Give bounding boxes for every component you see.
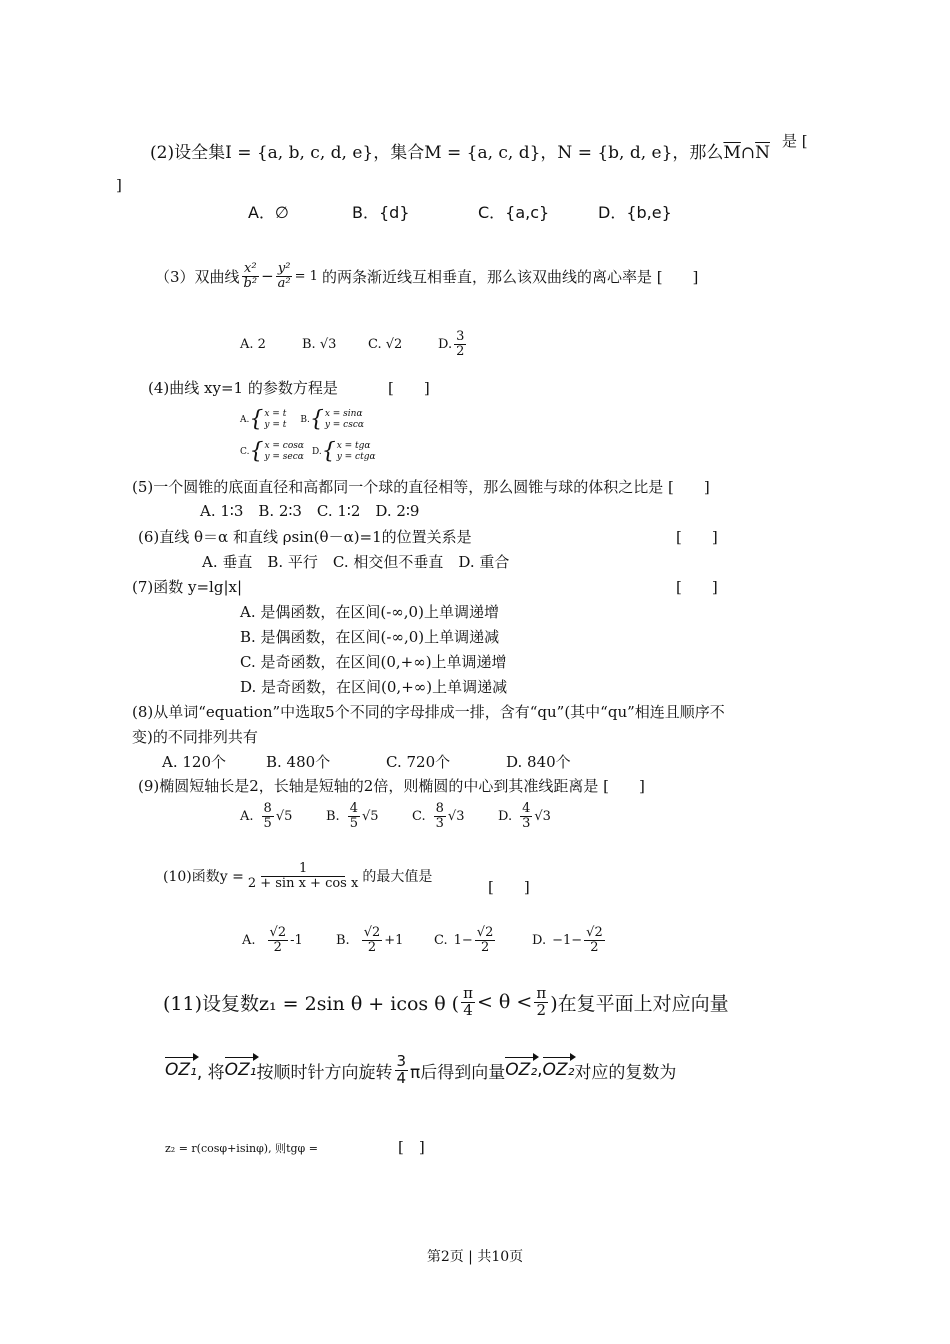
q11-line2-c: π后得到向量	[410, 1062, 506, 1083]
q5-options: A. 1∶3 B. 2∶3 C. 1∶2 D. 2∶9	[200, 502, 420, 520]
q10-option-b	[336, 926, 434, 954]
q11-frac-pi4	[461, 986, 475, 1019]
q10-stem	[163, 862, 432, 890]
q3-frac-y-den: a²	[277, 275, 291, 291]
q10-frac-den: 2 + sin x + cos x	[247, 875, 359, 891]
q8-stem-line1: (8)从单词“equation”中选取5个不同的字母排成一排，含有“qu”(其中“qu”相连且顺序不	[132, 703, 725, 721]
q11-vector-oz1-b: OZ₁	[224, 1060, 257, 1081]
q9-option-b	[326, 802, 412, 830]
q9-options	[240, 802, 551, 830]
q8-stem-line2: 变)的不同排列共有	[132, 728, 258, 746]
q3-frac-y	[276, 262, 293, 290]
q11-frac-3-4	[395, 1054, 409, 1087]
q2-bracket-close: ]	[116, 176, 122, 194]
q8-option-d: D. 840个	[506, 753, 571, 771]
q10-frac	[246, 862, 361, 890]
q3-eq: = 1	[294, 268, 318, 284]
q11-line2-a: , 将	[196, 1062, 225, 1083]
q4-b-row2: y = cscα	[324, 420, 364, 430]
q10-d-num: √2	[586, 925, 603, 940]
q11-line2	[165, 1054, 676, 1087]
q2-set-n: $\overline{N}$	[755, 143, 770, 163]
q2-stem	[150, 138, 770, 163]
q11-pi4-num: π	[463, 984, 473, 1002]
q2-text: (2)设全集I = {a, b, c, d, e}，集合M = {a, c, d}，N = {b, d, e}，那么	[150, 143, 724, 163]
q9-b-num: 4	[349, 801, 358, 816]
q9-option-d-label: D.	[498, 808, 513, 824]
q10-a-den: 2	[273, 939, 282, 955]
q9-d-num: 4	[522, 801, 531, 816]
q3-option-b: B. √3	[302, 336, 337, 352]
q4-d-row2: y = ctgα	[336, 452, 376, 462]
q7-option-d: D. 是奇函数，在区间(0,+∞)上单调递减	[240, 678, 508, 696]
q2-tail: 是 [	[782, 132, 808, 150]
q2-option-a: A．∅	[248, 203, 289, 222]
q4-a-row1: x = t	[264, 409, 287, 420]
q9-option-d-frac	[520, 802, 532, 830]
q10-c-den: 2	[480, 939, 490, 955]
q10-option-c	[434, 926, 532, 954]
q4-option-d-system: { x = tgα y = ctgα	[321, 439, 376, 464]
q9-d-den: 3	[522, 815, 531, 831]
q3-frac-x	[242, 262, 260, 290]
q10-option-c-frac	[475, 926, 496, 954]
q4-option-d-label: D.	[311, 447, 322, 457]
q4-b-row1: x = sinα	[324, 409, 363, 420]
q11-line2-d: ,	[537, 1060, 543, 1081]
q3-option-d-frac	[454, 330, 466, 358]
q9-c-rad: √3	[447, 808, 465, 824]
q3-option-c: C. √2	[368, 336, 403, 352]
q9-a-den: 5	[263, 815, 272, 831]
q7-stem: (7)函数 y=lg|x|	[132, 578, 243, 596]
q3-option-d-num: 3	[456, 329, 465, 344]
q10-option-a-label: A.	[242, 932, 256, 948]
q11-vector-oz2-b: OZ₂	[542, 1060, 575, 1081]
q6-stem: (6)直线 θ＝α 和直线 ρsin(θ－α)=1的位置关系是	[138, 528, 472, 546]
q9-option-a	[240, 802, 326, 830]
q10-option-d-frac	[584, 926, 605, 954]
q9-d-rad: √3	[534, 808, 551, 824]
q3-frac-x-num: x²	[244, 261, 257, 276]
q2-options	[248, 200, 672, 223]
q3-frac-y-num: y²	[277, 261, 291, 276]
q9-option-c	[412, 802, 498, 830]
q11-line2-e: 对应的复数为	[574, 1062, 677, 1083]
q3-minus: −	[261, 267, 274, 286]
q9-a-num: 8	[263, 801, 272, 816]
q8-option-b: B. 480个	[266, 753, 331, 771]
q11-frac-pi2	[534, 986, 548, 1019]
q7-option-c: C. 是奇函数，在区间(0,+∞)上单调递增	[240, 653, 507, 671]
q10-option-d-label: D.	[532, 932, 547, 948]
q9-option-b-label: B.	[326, 808, 340, 824]
q10-frac-num: 1	[261, 862, 345, 877]
q4-option-a-label: A.	[240, 415, 250, 425]
q9-option-c-label: C.	[412, 808, 426, 824]
q7-option-a: A. 是偶函数，在区间(-∞,0)上单调递增	[240, 603, 499, 621]
q9-option-a-label: A.	[240, 808, 254, 824]
q6-bracket: [ ]	[676, 528, 718, 546]
q10-options	[242, 926, 607, 954]
q11-pi2-den: 2	[536, 1000, 547, 1019]
q10-option-b-frac	[362, 926, 383, 954]
q9-a-rad: √5	[275, 808, 293, 824]
q4-d-row1: x = tgα	[336, 441, 371, 452]
q3-option-d-label: D.	[438, 336, 453, 352]
q3-frac-x-den: b²	[243, 275, 258, 291]
q3-options	[240, 330, 468, 358]
q4-option-b-system: { x = sinα y = cscα	[309, 407, 364, 432]
q9-b-den: 5	[349, 815, 358, 831]
q11-frac-3-4-den: 4	[396, 1068, 407, 1087]
q6-options: A. 垂直 B. 平行 C. 相交但不垂直 D. 重合	[202, 553, 510, 571]
q2-option-c: C．{a,c}	[478, 203, 550, 222]
q10-option-b-label: B.	[336, 932, 350, 948]
q4-option-a-system: { x = t y = t	[249, 407, 287, 432]
q9-stem: (9)椭圆短轴长是2，长轴是短轴的2倍，则椭圆的中心到其准线距离是 [ ]	[138, 777, 645, 795]
q10-d-den: 2	[590, 939, 599, 955]
q11-pi4-den: 4	[463, 1000, 473, 1019]
q3-option-d-den: 2	[456, 343, 465, 359]
q2-cap: ∩	[740, 143, 756, 163]
q4-bracket: [ ]	[388, 379, 430, 397]
q9-option-a-frac	[262, 802, 274, 830]
q10-b-num: √2	[363, 925, 381, 940]
q11-line3: z₂ = r(cosφ+isinφ), 则tgφ =	[165, 1142, 318, 1155]
q10-option-d	[532, 926, 607, 954]
q10-option-a	[242, 926, 336, 954]
q10-a-num: √2	[269, 925, 287, 940]
q8-option-a: A. 120个	[162, 753, 226, 771]
q11-bracket: [ ]	[398, 1138, 425, 1156]
q3-prefix: （3）双曲线	[155, 267, 240, 286]
q11-frac-3-4-num: 3	[396, 1052, 407, 1070]
q11-vector-oz2: OZ₂	[505, 1060, 538, 1081]
q7-bracket: [ ]	[676, 578, 718, 596]
q11-stem	[163, 986, 729, 1019]
q5-stem: (5)一个圆锥的底面直径和高都同一个球的直径相等，那么圆锥与球的体积之比是 [ ]	[132, 478, 710, 496]
q10-c-head: 1−	[453, 932, 473, 948]
q9-option-c-frac	[434, 802, 446, 830]
q3-option-a: A. 2	[240, 336, 266, 352]
q4-c-row1: x = cosα	[264, 441, 304, 452]
q9-b-rad: √5	[361, 808, 379, 824]
q2-option-b: B．{d}	[352, 203, 410, 222]
q2-set-m: $\overline{M}$	[723, 143, 741, 163]
q8-options	[162, 751, 571, 772]
q9-c-num: 8	[435, 801, 444, 816]
q10-b-tail: +1	[384, 932, 404, 948]
q10-option-a-frac	[268, 926, 289, 954]
q4-c-row2: y = secα	[264, 452, 304, 462]
q11-prefix: (11)设复数z₁ = 2sin θ + icos θ (	[163, 992, 460, 1015]
q10-bracket: [ ]	[488, 878, 530, 896]
q11-vector-oz1: OZ₁	[165, 1060, 197, 1081]
q4-stem: (4)曲线 xy=1 的参数方程是	[148, 379, 338, 397]
q4-a-row2: y = t	[264, 420, 287, 430]
q11-line2-b: 按顺时针方向旋转	[256, 1062, 393, 1083]
q10-option-c-label: C.	[434, 932, 448, 948]
q9-option-d	[498, 802, 551, 830]
q9-c-den: 3	[435, 815, 444, 831]
q4-option-c-label: C.	[240, 447, 250, 457]
q10-b-den: 2	[367, 939, 377, 955]
q11-suffix: )在复平面上对应向量	[550, 992, 729, 1015]
q10-prefix: (10)函数y =	[163, 869, 244, 886]
q4-option-c-system: { x = cosα y = secα	[249, 439, 304, 464]
q2-option-d: D．{b,e}	[598, 203, 672, 222]
q11-pi2-num: π	[536, 984, 547, 1002]
q3-suffix: 的两条渐近线互相垂直，那么该双曲线的离心率是 [ ]	[321, 267, 699, 286]
page-footer: 第2页 | 共10页	[426, 1249, 524, 1265]
q8-option-c: C. 720个	[386, 753, 451, 771]
q9-option-b-frac	[348, 802, 360, 830]
q3-stem	[155, 262, 698, 290]
q10-suffix: 的最大值是	[362, 869, 433, 886]
q10-a-tail: -1	[290, 932, 303, 948]
q4-option-b-label: B.	[300, 415, 310, 425]
q4-options	[240, 404, 400, 468]
q7-option-b: B. 是偶函数，在区间(-∞,0)上单调递减	[240, 628, 500, 646]
q10-d-head: −1−	[552, 932, 583, 948]
q11-lt: < θ <	[476, 991, 533, 1014]
q10-c-num: √2	[476, 925, 494, 940]
